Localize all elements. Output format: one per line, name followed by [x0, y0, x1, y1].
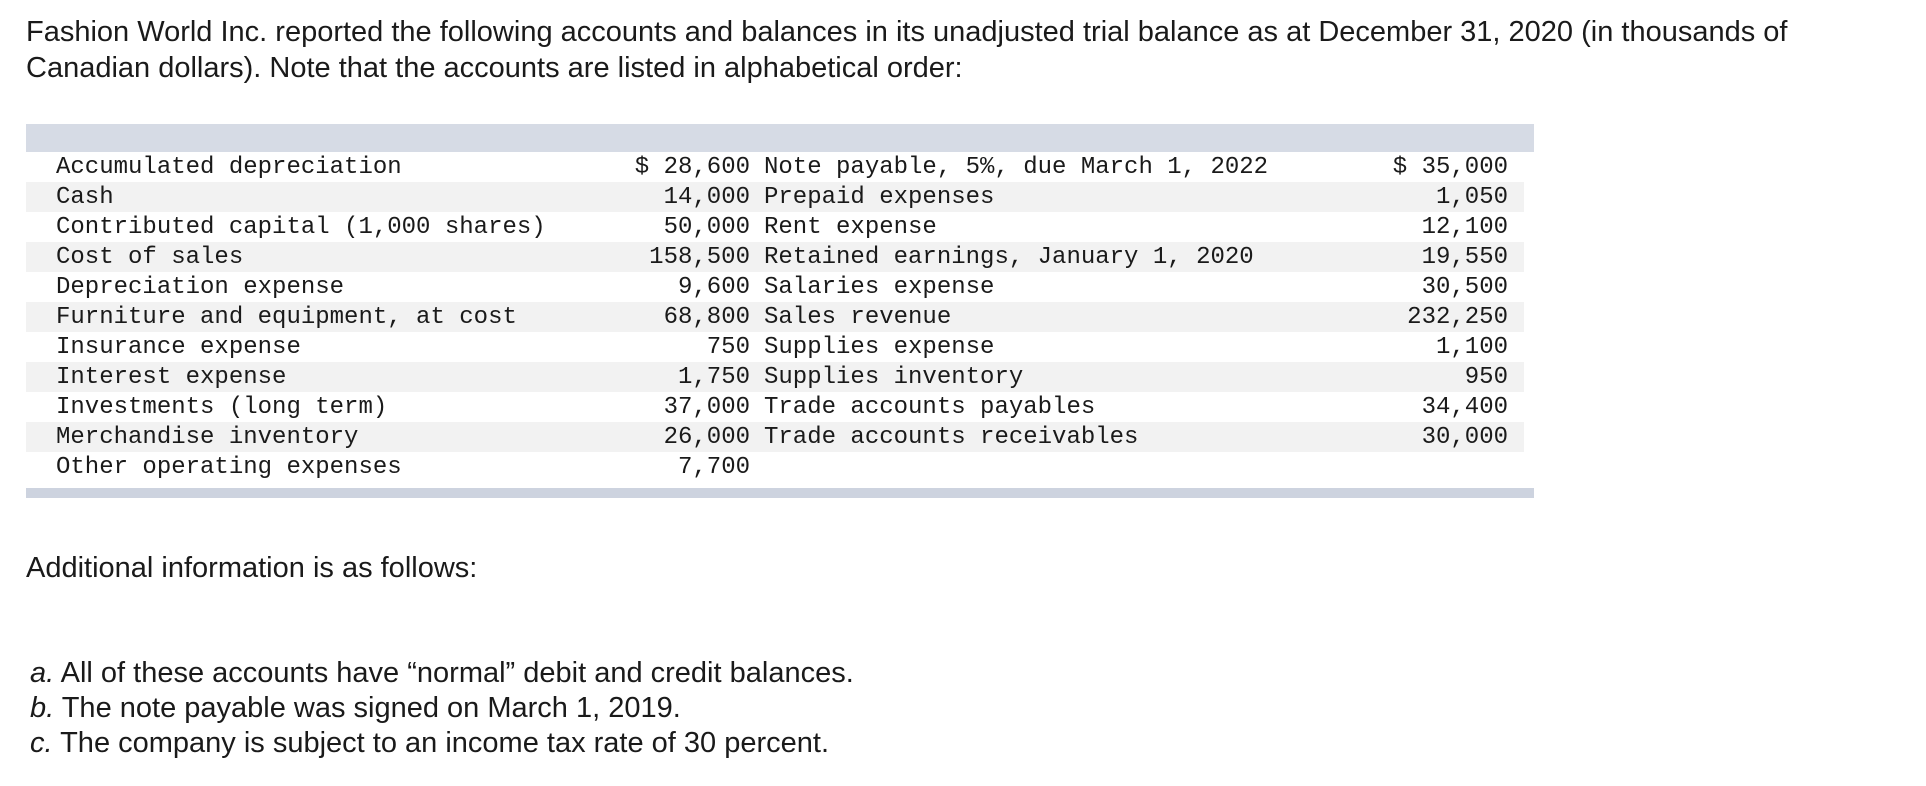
additional-info-list [30, 656, 854, 761]
table-row [764, 182, 1524, 212]
account-amount: 1,050 [1435, 183, 1508, 211]
table-row [764, 302, 1524, 332]
account-amount: 9,600 [677, 273, 750, 301]
account-amount: 26,000 [663, 423, 750, 451]
table-row [764, 362, 1524, 392]
table-row [764, 392, 1524, 422]
account-name: Other operating expenses [56, 453, 402, 481]
table-row [26, 452, 764, 482]
table-row [764, 242, 1524, 272]
account-amount: 232,250 [1407, 303, 1508, 331]
intro-paragraph: Fashion World Inc. reported the following accounts and balances in its unadjusted trial balance as at December 31, 2020 (in thousands of Canadian dollars). Note that the accounts are listed in alphabetical order: [26, 16, 1788, 84]
note-text: The company is subject to an income tax rate of 30 percent. [52, 727, 830, 759]
account-name: Supplies inventory [764, 363, 1024, 391]
account-name: Insurance expense [56, 333, 301, 361]
note-item [30, 726, 854, 761]
trial-balance-table [26, 124, 1534, 498]
account-amount: $ 28,600 [634, 153, 750, 181]
account-amount: 19,550 [1421, 243, 1508, 271]
table-row [26, 332, 764, 362]
note-letter: c. [30, 727, 53, 759]
table-row [764, 212, 1524, 242]
account-name: Investments (long term) [56, 393, 388, 421]
account-name: Cash [56, 183, 114, 211]
note-letter: a. [30, 657, 55, 689]
note-item [30, 691, 854, 726]
table-row [26, 152, 764, 182]
account-name: Sales revenue [764, 303, 952, 331]
right-account-column [764, 152, 1524, 482]
account-amount: 158,500 [649, 243, 750, 271]
table-row [26, 242, 764, 272]
account-amount: 1,100 [1435, 333, 1508, 361]
account-name: Trade accounts payables [764, 393, 1096, 421]
note-item [30, 656, 854, 691]
account-amount: 14,000 [663, 183, 750, 211]
note-text: All of these accounts have “normal” debit and credit balances. [54, 657, 854, 689]
table-row [26, 212, 764, 242]
account-name: Merchandise inventory [56, 423, 359, 451]
note-letter: b. [30, 692, 55, 724]
table-row [26, 362, 764, 392]
account-name: Supplies expense [764, 333, 995, 361]
account-name: Prepaid expenses [764, 183, 995, 211]
table-body [26, 152, 1534, 482]
account-amount: 750 [706, 333, 750, 361]
account-name: Depreciation expense [56, 273, 345, 301]
account-name: Rent expense [764, 213, 937, 241]
table-header-bar [26, 124, 1534, 152]
account-amount: 12,100 [1421, 213, 1508, 241]
table-row [26, 272, 764, 302]
account-amount: 30,000 [1421, 423, 1508, 451]
account-amount: 68,800 [663, 303, 750, 331]
left-account-column [26, 152, 764, 482]
account-name: Accumulated depreciation [56, 153, 402, 181]
account-name: Salaries expense [764, 273, 995, 301]
account-amount: 37,000 [663, 393, 750, 421]
additional-info-heading: Additional information is as follows: [26, 552, 478, 584]
table-row [26, 392, 764, 422]
table-row [26, 422, 764, 452]
account-name: Retained earnings, January 1, 2020 [764, 243, 1254, 271]
table-row [764, 332, 1524, 362]
table-row [764, 272, 1524, 302]
table-row [26, 182, 764, 212]
account-name: Furniture and equipment, at cost [56, 303, 517, 331]
account-name: Interest expense [56, 363, 287, 391]
account-amount: $ 35,000 [1392, 153, 1508, 181]
account-amount: 7,700 [677, 453, 750, 481]
account-amount: 950 [1464, 363, 1508, 391]
table-row [764, 152, 1524, 182]
account-amount: 34,400 [1421, 393, 1508, 421]
account-name: Contributed capital (1,000 shares) [56, 213, 546, 241]
note-text: The note payable was signed on March 1, 2019. [54, 692, 681, 724]
table-row [764, 422, 1524, 452]
account-amount: 1,750 [677, 363, 750, 391]
table-footer-bar [26, 488, 1534, 498]
table-row [26, 302, 764, 332]
account-name: Trade accounts receivables [764, 423, 1139, 451]
account-amount: 30,500 [1421, 273, 1508, 301]
account-name: Cost of sales [56, 243, 244, 271]
account-amount: 50,000 [663, 213, 750, 241]
account-name: Note payable, 5%, due March 1, 2022 [764, 153, 1269, 181]
